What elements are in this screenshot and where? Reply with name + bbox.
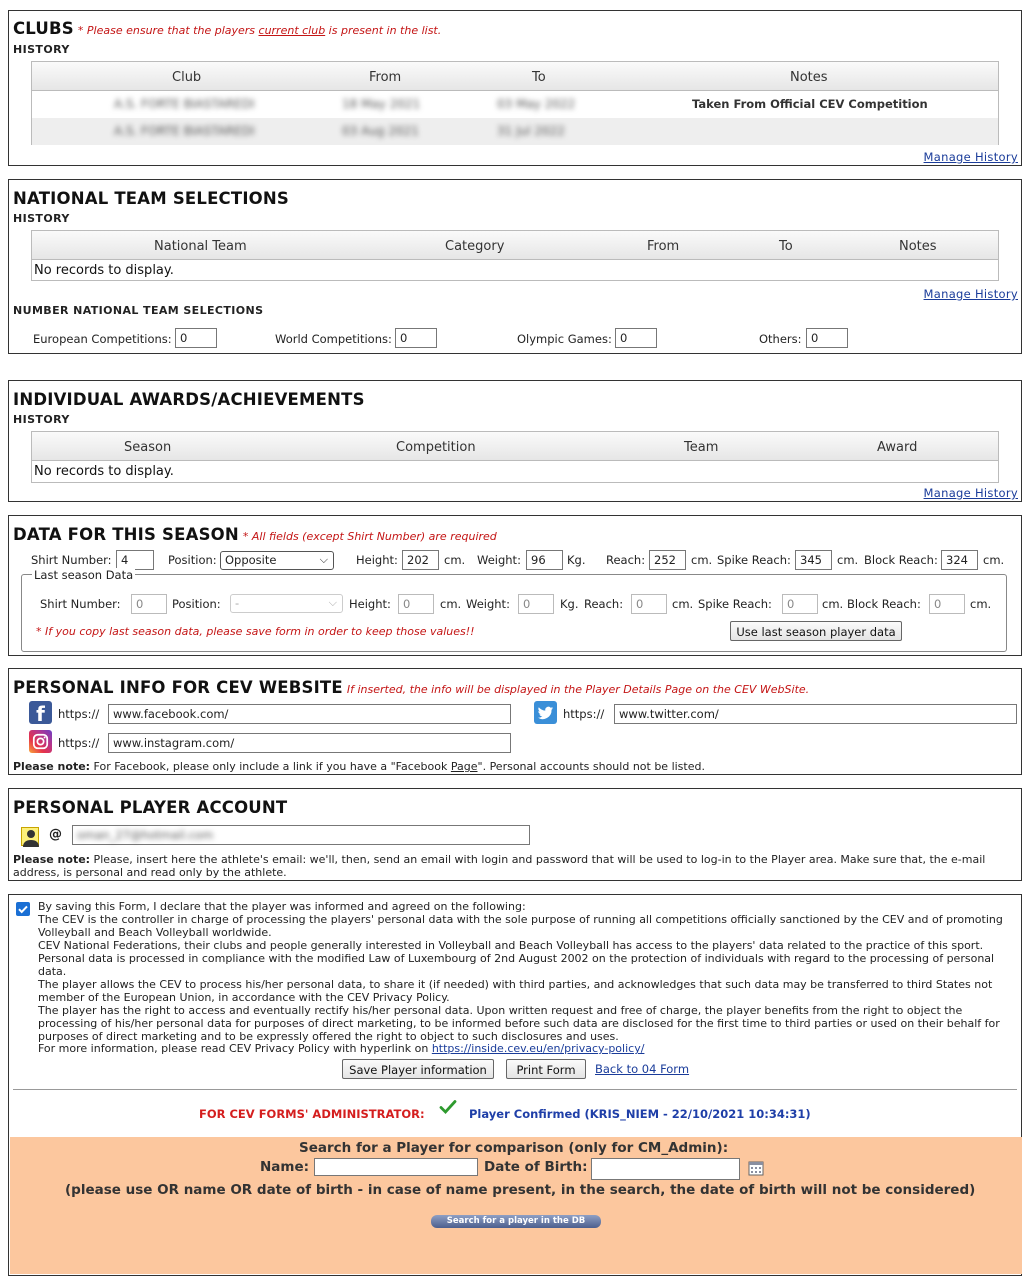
weight-input[interactable] [526, 550, 563, 570]
clubs-section [8, 10, 1022, 166]
shirt-number-input[interactable] [116, 550, 154, 570]
print-form-button[interactable]: Print Form [506, 1059, 586, 1079]
awards-history-label: HISTORY [13, 413, 70, 426]
others-input[interactable] [806, 328, 848, 348]
search-dob-label: Date of Birth: [484, 1159, 588, 1175]
height-input[interactable] [402, 550, 439, 570]
instagram-prefix: https:// [58, 736, 100, 750]
awards-title: INDIVIDUAL AWARDS/ACHIEVEMENTS [13, 390, 365, 409]
world-label: World Competitions: [275, 332, 392, 346]
personal-note: If inserted, the info will be displayed in the Player Details Page on the CEV WebSite. [346, 683, 810, 696]
olympic-input[interactable] [615, 328, 657, 348]
facebook-page-link[interactable]: Page [450, 760, 478, 773]
last-block-label: Block Reach: [847, 597, 921, 611]
olympic-label: Olympic Games: [517, 332, 612, 346]
last-season-legend: Last season Data [34, 568, 134, 582]
club-to: 03 May 2022 [497, 97, 576, 111]
last-position-label: Position: [172, 597, 221, 611]
last-block-input [929, 594, 965, 614]
european-label: European Competitions: [33, 332, 172, 346]
separator [13, 1089, 1017, 1090]
personal-info-section [8, 668, 1022, 775]
privacy-policy-link[interactable]: https://inside.cev.eu/en/privacy-policy/ [431, 1042, 645, 1056]
chevron-down-icon: ⌵ [328, 596, 337, 609]
national-grid-header [32, 231, 998, 260]
facebook-note: Please note: For Facebook, please only include a link if you have a "Facebook Page". Personal accounts should not be listed. [13, 760, 705, 773]
col-team[interactable]: Team [684, 440, 719, 455]
facebook-icon: f [29, 701, 52, 724]
account-title: PERSONAL PLAYER ACCOUNT [13, 798, 288, 817]
personal-title: PERSONAL INFO FOR CEV WEBSITE If inserted, the info will be displayed in the Player Details Page on the CEV WebSite. [13, 678, 810, 697]
confirmed-check-icon [439, 1098, 457, 1119]
national-history-label: HISTORY [13, 212, 70, 225]
block-reach-input[interactable] [941, 550, 978, 570]
use-last-season-button[interactable]: Use last season player data [730, 621, 902, 641]
search-dob-input[interactable] [591, 1158, 740, 1180]
consent-checkbox[interactable] [16, 902, 30, 916]
last-season-fieldset [21, 568, 1007, 652]
height-label: Height: [356, 553, 398, 567]
position-select[interactable]: Opposite ⌵ [220, 551, 334, 570]
height-unit: cm. [444, 553, 466, 567]
consent-text: By saving this Form, I declare that the player was informed and agreed on the following: The CEV is the controller in charge of processing the players' personal data with the sole purpose of running all competitions officially sanctioned by the CEV and of promoting Volleyball and Beach Volleyball worldwide. CEV National Federations, their clubs and people generally interested in Volleyball and Beach Volleyball has access to the players' data related to the practice of this sport. Personal data is processed in compliance with the modified Law of Luxembourg of 2nd August 2002 on the protection of individuals with regard to the processing of personal data. The player allows the CEV to process his/her personal data, to share it (if needed) with third parties, and acknowledges that such data may be transferred to third States not member of the European Union, in accordance with the CEV Privacy Policy. The player has the right to access and eventually rectify his/her personal data. Upon written request and free of charge, the player benefits from the right to object the processing of his/her personal data for purposes of direct marketing, to be informed before such data are disclosed for the first time to third parties or used on their behalf for purposes of direct marketing and to be expressly offered the right to object to such disclosures and uses. For more information, please read CEV Privacy Policy with hyperlink on https://inside.cev.eu/en/privacy-policy/ [38, 900, 1003, 1056]
col-to[interactable]: To [779, 239, 793, 254]
awards-section [8, 380, 1022, 502]
save-player-button[interactable]: Save Player information [342, 1059, 494, 1079]
calendar-icon[interactable] [748, 1160, 764, 1179]
national-manage-history-link[interactable]: Manage History [923, 287, 1018, 301]
consent-section [8, 894, 1022, 1276]
awards-grid-header [32, 432, 998, 461]
col-national-team[interactable]: National Team [154, 239, 247, 254]
last-shirt-label: Shirt Number: [40, 597, 121, 611]
chevron-down-icon: ⌵ [319, 553, 328, 566]
last-spike-label: Spike Reach: [698, 597, 772, 611]
user-avatar-icon [21, 827, 39, 846]
season-title: DATA FOR THIS SEASON * All fields (except Shirt Number) are required [13, 525, 497, 544]
player-account-section [8, 788, 1022, 881]
account-note: Please note: Please, insert here the athlete's email: we'll, then, send an email with login and password that will be used to log-in to the Player area. Make sure that, the e-mail address, is personal and read only by the athlete. [13, 853, 986, 879]
block-reach-unit: cm. [983, 553, 1005, 567]
block-reach-label: Block Reach: [864, 553, 938, 567]
last-spike-input [782, 594, 818, 614]
season-data-section [8, 515, 1022, 656]
col-notes[interactable]: Notes [899, 239, 937, 254]
last-height-unit: cm. [440, 597, 462, 611]
search-hint: (please use OR name OR date of birth - in case of name present, in the search, the date of birth will not be considered) [65, 1182, 976, 1198]
admin-label: FOR CEV FORMS' ADMINISTRATOR: [199, 1107, 425, 1121]
last-weight-label: Weight: [466, 597, 510, 611]
club-name: A.S. FORTE BIASTAREDI [114, 124, 255, 138]
last-position-select: - ⌵ [230, 594, 343, 613]
search-name-label: Name: [260, 1159, 310, 1175]
shirt-label: Shirt Number: [31, 553, 112, 567]
col-category[interactable]: Category [445, 239, 505, 254]
clubs-manage-history-link[interactable]: Manage History [923, 150, 1018, 164]
national-grid [31, 230, 999, 281]
facebook-input[interactable] [108, 704, 511, 724]
position-label: Position: [168, 553, 217, 567]
table-row[interactable] [32, 118, 998, 145]
col-from[interactable]: From [369, 70, 402, 85]
instagram-icon [29, 730, 52, 753]
season-note: * All fields (except Shirt Number) are required [242, 530, 497, 543]
search-db-button[interactable]: Search for a player in the DB [431, 1215, 601, 1228]
number-selections-label: NUMBER NATIONAL TEAM SELECTIONS [13, 304, 264, 317]
club-notes: Taken From Official CEV Competition [692, 97, 928, 111]
last-weight-input [518, 594, 554, 614]
reach-unit: cm. [691, 553, 713, 567]
awards-no-records: No records to display. [34, 464, 174, 479]
twitter-input[interactable] [614, 704, 1017, 724]
reach-input[interactable] [649, 550, 686, 570]
search-title: Search for a Player for comparison (only for CM_Admin): [299, 1140, 729, 1156]
col-notes[interactable]: Notes [790, 70, 828, 85]
last-spike-unit: cm. [822, 597, 844, 611]
player-confirmed-status: Player Confirmed (KRIS_NIEM - 22/10/2021 10:34:31) [469, 1107, 811, 1121]
col-season[interactable]: Season [124, 440, 172, 455]
weight-label: Weight: [477, 553, 521, 567]
search-name-input[interactable] [314, 1158, 478, 1176]
national-no-records: No records to display. [34, 263, 174, 278]
last-shirt-input [131, 594, 167, 614]
clubs-grid-header [32, 62, 998, 91]
table-row[interactable] [32, 91, 998, 118]
instagram-input[interactable] [108, 733, 511, 753]
national-title: NATIONAL TEAM SELECTIONS [13, 189, 289, 208]
last-height-label: Height: [349, 597, 391, 611]
col-club[interactable]: Club [172, 70, 202, 85]
last-reach-unit: cm. [672, 597, 694, 611]
email-input[interactable]: oman_27@hotmail.com [72, 825, 530, 845]
email-at-symbol: @ [49, 827, 62, 842]
spike-reach-unit: cm. [837, 553, 859, 567]
awards-manage-history-link[interactable]: Manage History [923, 486, 1018, 500]
spike-reach-label: Spike Reach: [717, 553, 791, 567]
club-name: A.S. FORTE BIASTAREDI [114, 97, 255, 111]
club-from: 03 Aug 2021 [342, 124, 419, 138]
spike-reach-input[interactable] [795, 550, 832, 570]
clubs-grid [31, 61, 999, 145]
others-label: Others: [759, 332, 802, 346]
last-reach-label: Reach: [584, 597, 624, 611]
search-panel [10, 1137, 1022, 1274]
european-input[interactable] [175, 328, 217, 348]
col-award[interactable]: Award [877, 440, 918, 455]
clubs-history-label: HISTORY [13, 43, 70, 56]
weight-unit: Kg. [567, 553, 586, 567]
col-from[interactable]: From [647, 239, 680, 254]
last-height-input [398, 594, 434, 614]
world-input[interactable] [395, 328, 437, 348]
last-reach-input [631, 594, 667, 614]
twitter-icon [534, 701, 557, 724]
last-block-unit: cm. [970, 597, 992, 611]
national-team-section [8, 179, 1022, 354]
col-competition[interactable]: Competition [396, 440, 476, 455]
club-to: 31 Jul 2022 [497, 124, 565, 138]
copy-warning-note: * If you copy last season data, please save form in order to keep those values!! [36, 625, 475, 638]
back-to-form-link[interactable]: Back to 04 Form [595, 1062, 690, 1076]
clubs-note: * Please ensure that the players current club is present in the list. [77, 24, 442, 37]
twitter-prefix: https:// [563, 707, 605, 721]
last-weight-unit: Kg. [560, 597, 579, 611]
facebook-prefix: https:// [58, 707, 100, 721]
check-icon [16, 902, 30, 916]
col-to[interactable]: To [532, 70, 546, 85]
club-from: 18 May 2021 [342, 97, 421, 111]
awards-grid [31, 431, 999, 483]
reach-label: Reach: [606, 553, 646, 567]
clubs-title: CLUBS * Please ensure that the players current club is present in the list. [13, 19, 442, 38]
